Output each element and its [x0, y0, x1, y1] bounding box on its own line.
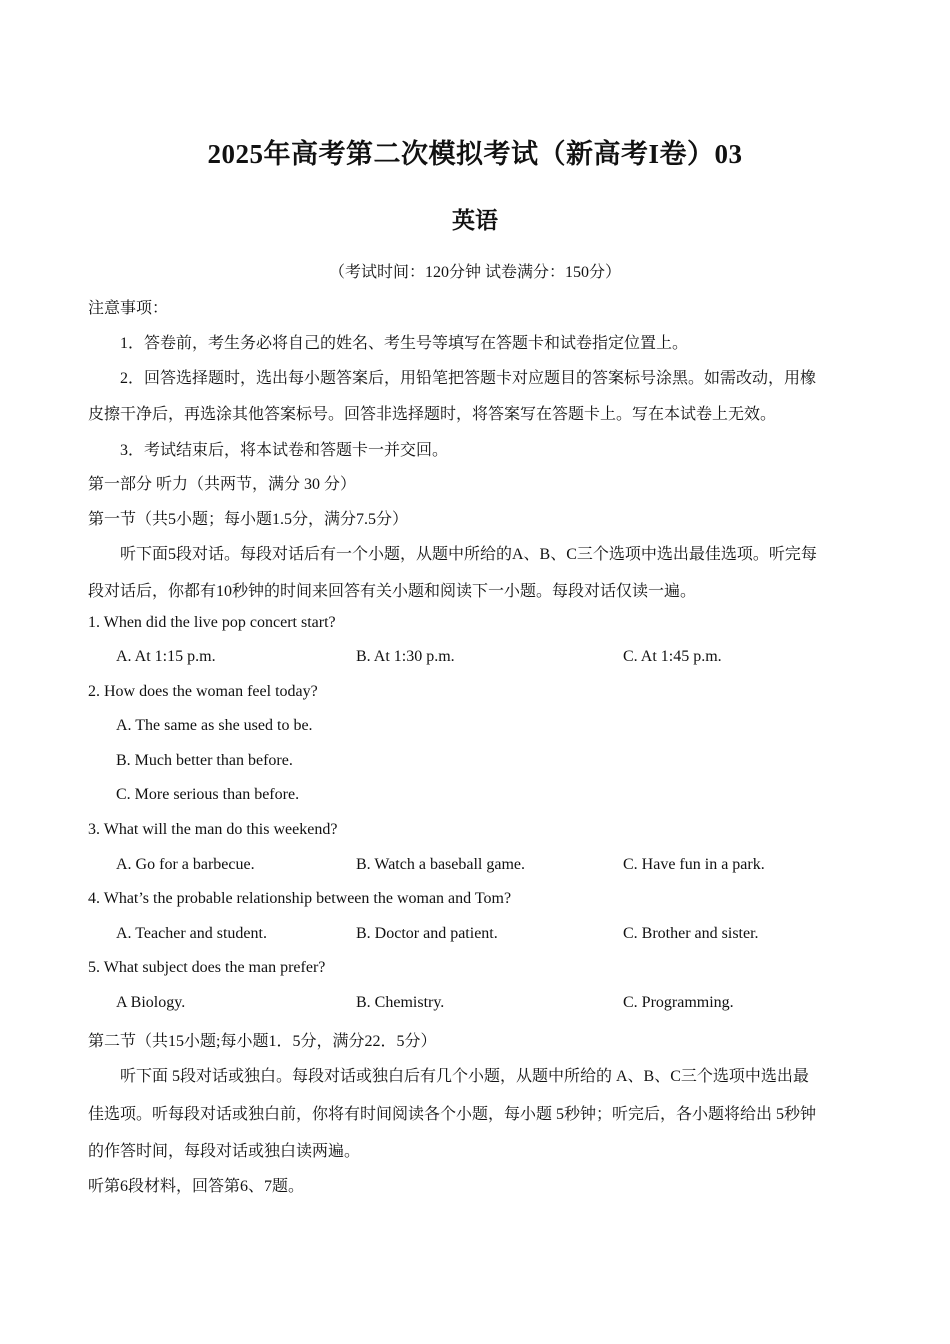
question-3-option-b: B. Watch a baseball game. [356, 856, 526, 873]
question-2-option-a: A. The same as she used to be. [116, 717, 313, 734]
question-3: 3. What will the man do this weekend? [88, 821, 338, 838]
exam-title: 2025年高考第二次模拟考试（新高考I卷）03 [207, 139, 743, 169]
notice-item: 2．回答选择题时，选出每小题答案后，用铅笔把答题卡对应题目的答案标号涂黑。如需改动，用橡 [120, 370, 817, 387]
question-3-option-a: A. Go for a barbecue. [116, 856, 255, 873]
part1-heading: 第一部分 听力（共两节，满分 30 分） [88, 476, 357, 493]
question-1-option-b: B. At 1:30 p.m. [356, 648, 455, 665]
question-5-option-a: A Biology. [116, 994, 186, 1011]
material-prompt: 听第6段材料，回答第6、7题。 [88, 1178, 305, 1195]
notice-item-continued: 皮擦干净后，再选涂其他答案标号。回答非选择题时，将答案写在答题卡上。写在本试卷上无效。 [88, 406, 777, 423]
question-5-option-b: B. Chemistry. [356, 994, 445, 1011]
section1-instructions: 听下面5段对话。每段对话后有一个小题，从题中所给的A、B、C三个选项中选出最佳选项。听完每 [120, 546, 817, 563]
question-2-option-c: C. More serious than before. [116, 786, 300, 803]
question-2: 2. How does the woman feel today? [88, 683, 318, 700]
question-5-option-c: C. Programming. [623, 994, 734, 1011]
section2-heading: 第二节（共15小题;每小题1．5分，满分22．5分） [88, 1033, 437, 1050]
section1-heading: 第一节（共5小题；每小题1.5分，满分7.5分） [88, 511, 409, 528]
question-2-option-b: B. Much better than before. [116, 752, 293, 769]
subject-heading: 英语 [452, 208, 498, 233]
section2-instructions: 听下面 5段对话或独白。每段对话或独白后有几个小题，从题中所给的 A、B、C三个选项中选出最 [120, 1068, 809, 1085]
question-4-option-c: C. Brother and sister. [623, 925, 759, 942]
question-4-option-b: B. Doctor and patient. [356, 925, 498, 942]
question-5: 5. What subject does the man prefer? [88, 959, 326, 976]
notice-item: 1．答卷前，考生务必将自己的姓名、考生号等填写在答题卡和试卷指定位置上。 [120, 335, 689, 352]
section1-instructions-continued: 段对话后，你都有10秒钟的时间来回答有关小题和阅读下一小题。每段对话仅读一遍。 [88, 583, 697, 600]
question-1-option-c: C. At 1:45 p.m. [623, 648, 722, 665]
exam-meta: （考试时间：120分钟 试卷满分：150分） [328, 264, 621, 281]
notice-item: 3．考试结束后，将本试卷和答题卡一并交回。 [120, 442, 449, 459]
question-4: 4. What’s the probable relationship between the woman and Tom? [88, 890, 512, 907]
question-1-option-a: A. At 1:15 p.m. [116, 648, 216, 665]
notice-heading: 注意事项： [88, 300, 169, 317]
question-1: 1. When did the live pop concert start? [88, 614, 336, 631]
section2-instructions-continued: 的作答时间，每段对话或独白读两遍。 [88, 1143, 361, 1160]
question-3-option-c: C. Have fun in a park. [623, 856, 765, 873]
question-4-option-a: A. Teacher and student. [116, 925, 267, 942]
section2-instructions-continued: 佳选项。听每段对话或独白前，你将有时间阅读各个小题，每小题 5秒钟；听完后，各小题将给出 5秒钟 [88, 1106, 817, 1123]
